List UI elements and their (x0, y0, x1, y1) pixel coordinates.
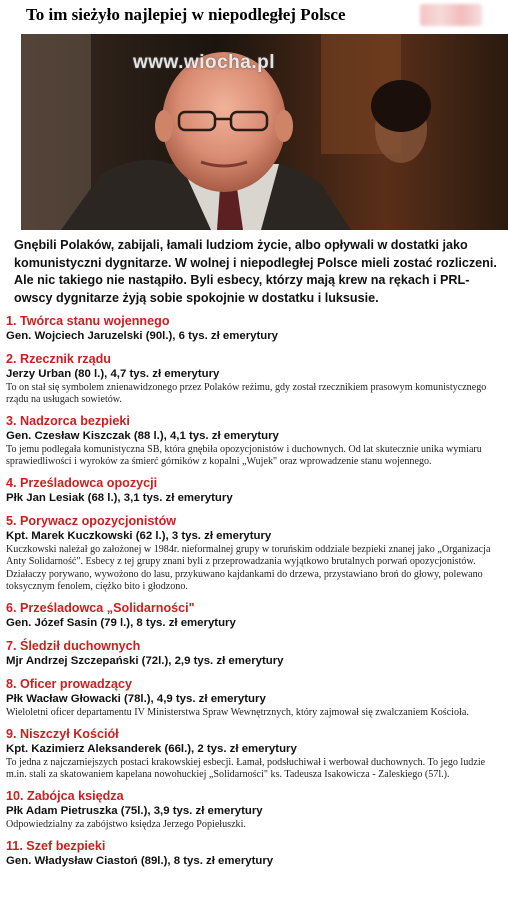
entry-heading: 4. Prześladowca opozycji (6, 476, 158, 491)
entry-person: Mjr Andrzej Szczepański (72l.), 2,9 tys. zł emerytury (6, 654, 284, 667)
list-item (6, 476, 504, 506)
list-item (6, 352, 504, 406)
entry-person: Płk Adam Pietruszka (75l.), 3,9 tys. zł emerytury (6, 805, 263, 818)
entry-description: To jedna z najczarniejszych postaci krakowskiej esbecji. Łamał, podsłuchiwał i werbował duchownych. To jego ludzie m.in. stali za skatowaniem kapelana nowohuckiej „Solidarności" ks. Tadeusza Isakowicza - Zaleskiego (57l.). (6, 756, 486, 780)
photo (21, 34, 508, 230)
list-item (6, 839, 504, 869)
entry-person: Gen. Władysław Ciastoń (89l.), 8 tys. zł emerytury (6, 855, 274, 868)
entry-person: Kpt. Kazimierz Aleksanderek (66l.), 2 tys. zł emerytury (6, 742, 297, 755)
entry-description: Kuczkowski należał go założonej w 1984r. nieformalnej grupy w toruńskim oddziale bezpieki znanej jako „Organizacja Anty Solidarność". Esbecy z tej grupy znani byli z przeprowadzania wyjątkowo brutalnych porwań opozycjonistów. Działaczy porywano, wywożono do lasu, przykuwano kajdankami do drzewa, przystawiano broń do głowy, polewano toksycznym fenolem, ciężko bito i głodzono. (6, 544, 491, 592)
entry-person: Gen. Czesław Kiszczak (88 l.), 4,1 tys. zł emerytury (6, 430, 279, 443)
entry-heading: 3. Nadzorca bezpieki (6, 414, 130, 429)
entry-person: Jerzy Urban (80 l.), 4,7 tys. zł emerytury (6, 368, 220, 380)
entry-person: Płk Wacław Głowacki (78l.), 4,9 tys. zł emerytury (6, 692, 266, 705)
intro-paragraph: Gnębili Polaków, zabijali, łamali ludziom życie, albo opływali w dostatki jako komunistyczni dygnitarze. W wolnej i niepodległej Polsce mieli zostać rozliczeni. Ale nic takiego nie nastąpiło. Byli esbecy, którzy mają krew na rękach i PRL-owscy dygnitarze żyją sobie spokojnie w dostatku i luksusie. (14, 238, 497, 305)
watermark-logo: www.wiocha.pl (133, 52, 275, 73)
list-item (6, 727, 504, 781)
entry-heading: 10. Zabójca księdza (6, 789, 124, 804)
entry-heading: 5. Porywacz opozycjonistów (6, 514, 177, 529)
list-item (6, 314, 504, 344)
entry-person: Płk Jan Lesiak (68 l.), 3,1 tys. zł emerytury (6, 492, 233, 505)
list-item (6, 789, 504, 831)
entry-description: Odpowiedzialny za zabójstwo księdza Jerzego Popiełuszki. (6, 819, 246, 831)
entry-description: To on stał się symbolem znienawidzonego przez Polaków reżimu, gdy został rzecznikiem prasowym komunistycznego rządu na usługach sowietów. (6, 382, 487, 406)
entry-heading: 7. Śledził duchownych (6, 638, 141, 653)
list-item (6, 414, 504, 468)
entry-heading: 2. Rzecznik rządu (6, 352, 111, 366)
entry-person: Gen. Wojciech Jaruzelski (90l.), 6 tys. zł emerytury (6, 330, 279, 342)
page-title: To im sieżyło najlepiej w niepodległej Polsce (26, 5, 346, 24)
entry-heading: 9. Niszczył Kościół (6, 726, 119, 741)
entry-person: Kpt. Marek Kuczkowski (62 l.), 3 tys. zł emerytury (6, 530, 272, 543)
entries-list (6, 314, 504, 877)
list-item (6, 601, 504, 631)
entry-description: Wieloletni oficer departamentu IV Ministerstwa Spraw Wewnętrznych, który zajmował się zwalczaniem Kościoła. (6, 706, 469, 718)
list-item (6, 639, 504, 669)
entry-description: To jemu podlegała komunistyczna SB, która gnębiła opozycjonistów i duchownych. Od lat skutecznie unika wymiaru sprawiedliwości i wyroków za śmierć górników z kopalni „Wujek" oraz wprowadzenie stanu wojennego. (6, 444, 482, 468)
entry-heading: 6. Prześladowca „Solidarności" (6, 600, 195, 615)
entry-heading: 8. Oficer prowadzący (6, 676, 132, 691)
entry-heading: 1. Twórca stanu wojennego (6, 314, 170, 328)
list-item (6, 677, 504, 719)
entry-heading: 11. Szef bezpieki (6, 839, 106, 854)
entry-person: Gen. Józef Sasin (79 l.), 8 tys. zł emerytury (6, 616, 236, 629)
blurred-badge (420, 4, 482, 26)
list-item (6, 514, 504, 592)
